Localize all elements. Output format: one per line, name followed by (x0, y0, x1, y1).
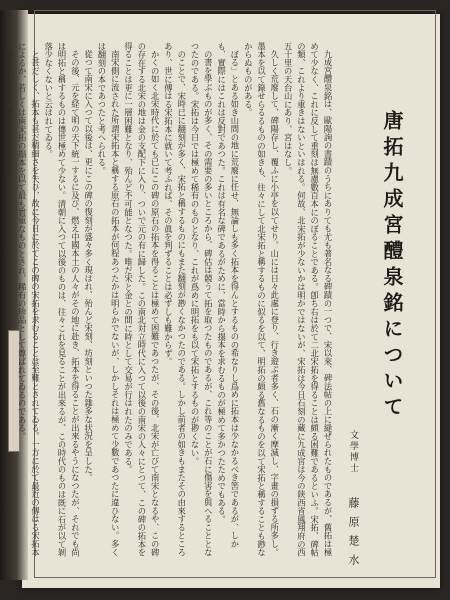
paragraph: 久しく荒廢して、碑陽存し、覆ふに小亭を以てせり。山には日々此處に登り、行き遊ぶ者多く、石の漸く摩滅し、字畫の損ずる所多し。墨本を以て錄せらるるものの如きも、往々にして北宋拓と稱するものに似るを以て、明拓の頗る舊なるものを以て宋拓と稱することも尠なからぬものがある。 (243, 42, 280, 557)
paragraph: 九成宮醴泉銘は、歐陽詢の書蹟のうちにありても尤も著名なる碑蹟の一つで、宋以來、碑法帖の上に縫ぜられたものであるが、舊拓は極めて少なく、これに反して重刻は無慮數百本にのぼることである。卽ち右は於て二北宋拓を得ることは頗る困難であるといふ。宋拓、碑帖の類、これより重きはないといはれる。何故、北宋拓が少ないかは明かではないが、宋拓は今日石刻の藏に九成宮は今の陝西省鳳翔府の西五十里の天台山にあり、宮はなし。 (283, 42, 333, 557)
paragraph: 從つて南宋に入つて以後は、更にこの碑の復刻が盛々多く現はれ、殆んど宋刻、坊刻といつた雜多な状況を呈した。 (83, 50, 94, 482)
paragraph: 南宋側に流された所謂宋拓本と稱する原石の拓本が何程あつたかは明らかでないが、しかしそれは極めて少數であつたに違ひない。多くは翻刻の本であつたと考へられる。 (96, 42, 121, 557)
paragraph: ぼる」とある如き山間の地に荒廢に任せ、無論しも多く拓本を得んとするものの希なりし爲めに拓本は少なかるべき筈であるが、しかも、實際にはこれは反對であつた。これは有名な碑であるがために、當時から搨本を求むるものが極めて多かつたためでもある。 (216, 42, 240, 549)
paragraph: の書を學ぶものが多く、その需要の多いところから、碑估は競うて拓を取つたものであるが、これ等のことが石に傷害を與へることとなつたのである。宋拓は今日では極めて稀有のものとなり、これが爲めに明拓をも以て宋拓とするものが尠くない。 (190, 42, 214, 557)
paragraph: その後、元を経て明の天下統一するに及び、燃え中國本土の人々がその地に赴き、拓本を得ることが出來るやうになつたが、それでも尚は明拓と稱するものは傳世極めて少ない。清朝に入つて以後のものは、往々これを見ることが出來るが、この時代のものは既に石が以て剝落少なくないと云はれてゐる。 (43, 42, 81, 557)
byline (345, 430, 361, 573)
paragraph: 界の一大福音と稱すべきであらう。 (3, 50, 14, 184)
byline-prefix: 文學博士 (348, 430, 358, 474)
article-body (3, 42, 334, 562)
paragraph: と甚だしく、拓本も甚だ精細さを失ひ、故に今日に於てこの碑の宋拓を求むることは至難とされてゐる。一方に於て最近の傳はる宋拓本によるか、若しくは南宋拓の搨本を以て最も貴重なものとされ、稀有の珍品として尊ばれてゐるのである。 (17, 42, 41, 557)
author-name: 藤原楚水 (347, 496, 360, 573)
paragraph: のことで、宋時已に翻刻が多く、宋拓と稱するものにもまた翻刻が尠くなかつたのである。しかし前者の如きもまたその由來するところあり、世に傳はる宋拓本に就いて考ふれば、その眞を判ずることは必ずしも難からず。 (163, 42, 187, 557)
paragraph: かくの如く北宋時代に於ても已にこの碑の原石の拓本を得ることは極めて困難であつたが、その後、北宋が亡びて南宋となるや、この碑の存在する北宋の地は金の支配下に入り、ついで元の有に歸した。この南北対立時代に入つて以後の南宋の人々にとつて、この碑の拓本を得ることは更に一層困難となり、殆んど不可能となつた。唯だ宋と金との間に時として交易が行はれたのみである。 (123, 42, 161, 557)
article-title: 唐拓九成宮醴泉銘について (380, 110, 404, 422)
